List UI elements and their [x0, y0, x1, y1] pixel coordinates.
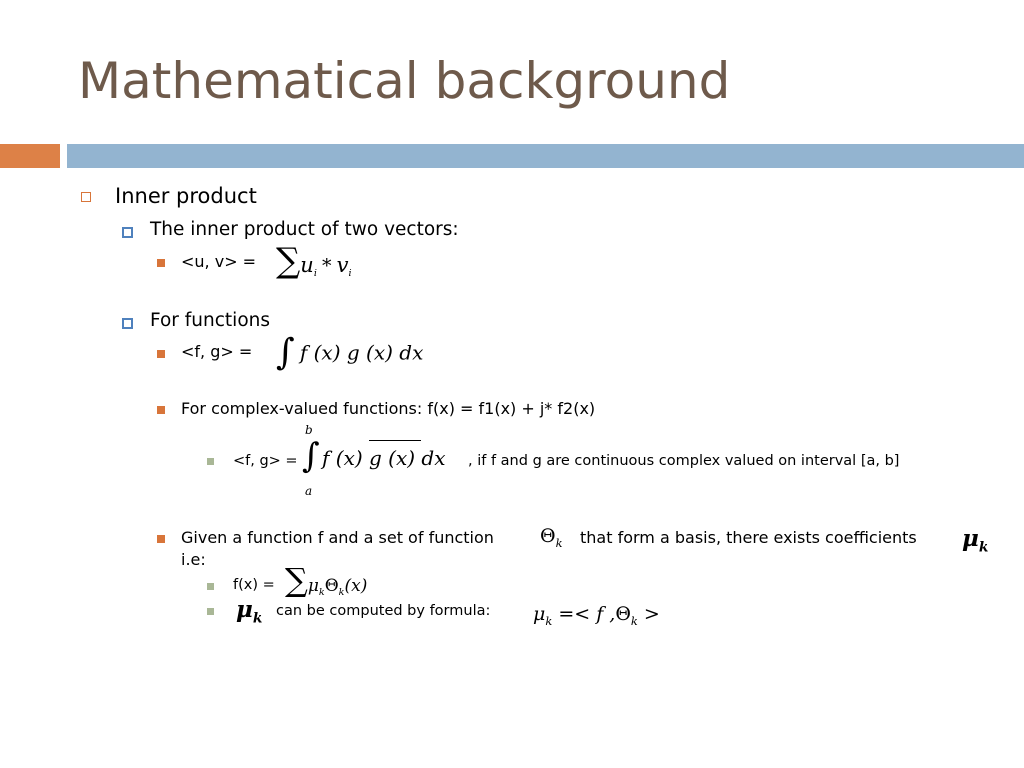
v-variable: v	[336, 253, 349, 277]
mu-k-symbol: $\mu_k$	[962, 525, 989, 556]
slide-title: Mathematical background	[78, 52, 731, 110]
blue-accent-bar	[67, 144, 1024, 168]
ie-text: i.e:	[181, 550, 206, 569]
functions-heading: For functions	[150, 310, 270, 331]
inner-product-vectors-label: <u, v> =	[181, 252, 257, 271]
complex-inner-product-label: <f, g> =	[233, 453, 298, 469]
sum-symbol: ∑	[276, 241, 301, 281]
complex-integrand	[322, 446, 446, 470]
orange-accent-bar	[0, 144, 60, 168]
fx-label: f(x) =	[233, 577, 275, 593]
computed-by-formula-text: can be computed by formula:	[276, 603, 491, 619]
mu-variable: μ	[307, 576, 319, 596]
coefficient-formula: $\mu_k =< f$ $,\Theta_k$ >	[533, 603, 660, 628]
dx: dx	[421, 446, 446, 470]
theta-k-symbol: $\Theta_k$	[540, 525, 563, 550]
inner-product-heading: Inner product	[115, 184, 257, 208]
vectors-heading: The inner product of two vectors:	[150, 219, 459, 240]
blue-square-bullet-icon	[122, 318, 133, 329]
x-argument: (x)	[344, 576, 368, 596]
blue-square-bullet-icon	[122, 227, 133, 238]
continuity-condition-text: , if f and g are continuous complex valued on interval [a, b]	[468, 453, 900, 469]
orange-square-bullet-icon	[157, 406, 165, 414]
basis-text-after: that form a basis, there exists coefficients	[580, 528, 917, 547]
functions-integral-formula	[276, 332, 423, 373]
integrand: f (x) g (x) dx	[299, 340, 424, 365]
orange-square-bullet-icon	[157, 350, 165, 358]
u-subscript: i	[313, 268, 317, 280]
f-of-x: f (x)	[322, 446, 363, 470]
basis-expansion-formula: $\sum\mu_k\Theta_k(x)$	[285, 561, 368, 599]
basis-text-before: Given a function f and a set of function	[181, 528, 494, 547]
conjugate-g-of-x: g (x)	[369, 446, 421, 470]
hollow-square-bullet-icon	[81, 192, 91, 202]
gray-square-bullet-icon	[207, 458, 214, 465]
multiply-star: *	[321, 255, 332, 277]
u-variable: u	[300, 253, 314, 277]
sum-symbol: ∑	[285, 561, 308, 599]
gray-square-bullet-icon	[207, 583, 214, 590]
integral-symbol: ∫	[276, 332, 295, 373]
theta-variable: Θ	[324, 576, 339, 596]
orange-square-bullet-icon	[157, 535, 165, 543]
lower-limit: a	[305, 484, 313, 498]
vector-sum-formula	[276, 241, 352, 281]
upper-limit: b	[305, 423, 313, 437]
conjugate-bar	[369, 440, 421, 441]
orange-square-bullet-icon	[157, 259, 165, 267]
v-subscript: i	[348, 268, 352, 280]
definite-integral-symbol: ∫	[302, 436, 320, 476]
gray-square-bullet-icon	[207, 608, 214, 615]
mu-k-symbol: $\mu_k$	[236, 596, 263, 627]
inner-product-functions-label: <f, g> =	[181, 342, 253, 361]
complex-valued-text: For complex-valued functions: f(x) = f1(x) + j* f2(x)	[181, 399, 596, 418]
